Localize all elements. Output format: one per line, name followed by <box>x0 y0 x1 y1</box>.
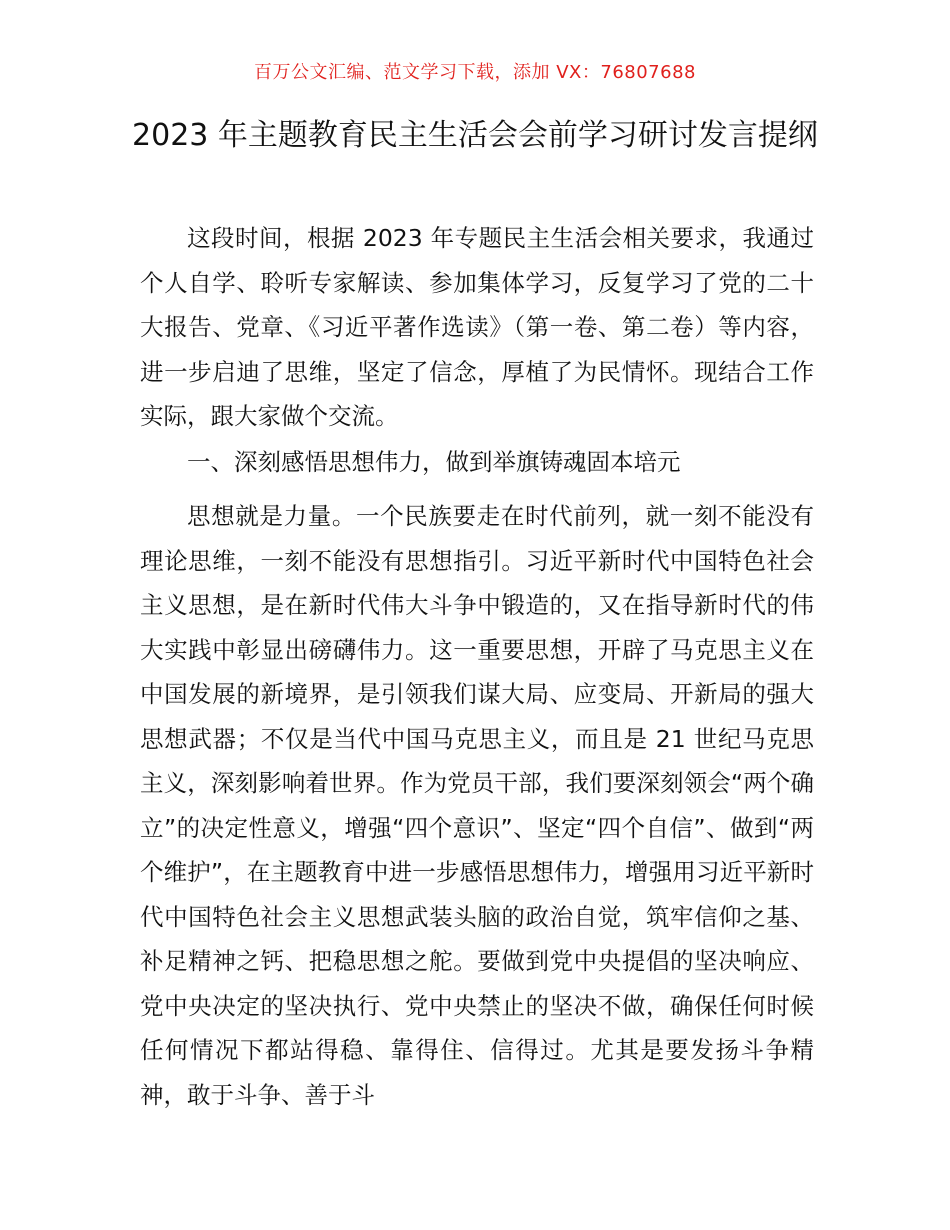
intro-paragraph: 这段时间，根据 2023 年专题民主生活会相关要求，我通过个人自学、聆听专家解读、参加集体学习，反复学习了党的二十大报告、党章、《习近平著作选读》（第一卷、第二卷）等内容，进一步启迪了思维，坚定了信念，厚植了为民情怀。现结合工作实际，跟大家做个交流。 <box>140 224 814 430</box>
document-title: 2023 年主题教育民主生活会会前学习研讨发言提纲 <box>132 118 818 153</box>
body-paragraph-block <box>140 494 814 1117</box>
promo-header: 百万公文汇编、范文学习下载，添加 VX：76807688 <box>254 62 696 83</box>
section-heading-block <box>140 440 814 485</box>
intro-paragraph-block <box>140 216 814 439</box>
body-paragraph: 思想就是力量。一个民族要走在时代前列，就一刻不能没有理论思维，一刻不能没有思想指引。习近平新时代中国特色社会主义思想，是在新时代伟大斗争中锻造的，又在指导新时代的伟大实践中彰显出磅礴伟力。这一重要思想，开辟了马克思主义在中国发展的新境界，是引领我们谋大局、应变局、开新局的强大思想武器；不仅是当代中国马克思主义，而且是 21 世纪马克思主义，深刻影响着世界。作为党员干部，我们要深刻领会“两个确立”的决定性意义，增强“四个意识”、坚定“四个自信”、做到“两个维护”，在主题教育中进一步感悟思想伟力，增强用习近平新时代中国特色社会主义思想武装头脑的政治自觉，筑牢信仰之基、补足精神之钙、把稳思想之舵。要做到党中央提倡的坚决响应、党中央决定的坚决执行、党中央禁止的坚决不做，确保任何时候任何情况下都站得稳、靠得住、信得过。尤其是要发扬斗争精神，敢于斗争、善于斗 <box>140 502 814 1109</box>
section-heading: 一、深刻感悟思想伟力，做到举旗铸魂固本培元 <box>187 448 681 476</box>
